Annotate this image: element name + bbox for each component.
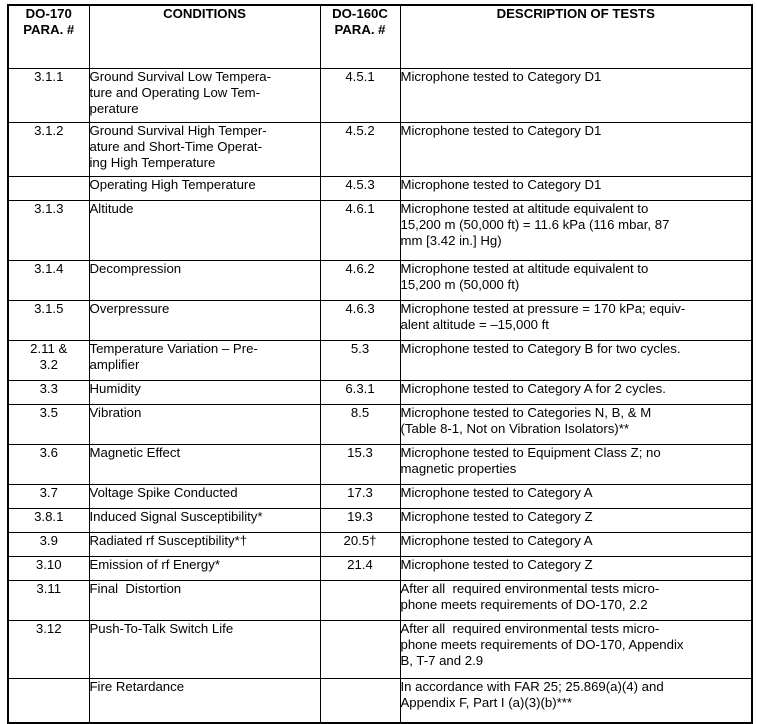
cell-description: [400, 201, 752, 261]
cell-description-line: In accordance with FAR 25; 25.869(a)(4) and: [400, 679, 664, 694]
cell-do160c-para-line: 8.5: [350, 405, 370, 420]
cell-description: [400, 581, 752, 621]
cell-description-line: phone meets requirements of DO-170, Appendix: [400, 637, 684, 653]
cell-do160c-para: [320, 261, 400, 301]
cell-conditions-line: Emission of rf Energy*: [89, 557, 220, 572]
column-header-do160c-para-line2: PARA. #: [334, 22, 386, 38]
table-row: [8, 581, 752, 621]
cell-do170-para-line: 3.9: [39, 533, 58, 548]
cell-do160c-para: [320, 533, 400, 557]
cell-conditions-line: Vibration: [89, 405, 142, 420]
table-row: [8, 485, 752, 509]
cell-do160c-para: [320, 445, 400, 485]
cell-description-line: Microphone tested to Category D1: [400, 123, 602, 138]
table-row: [8, 509, 752, 533]
cell-do170-para-line: 3.2: [39, 357, 58, 373]
cell-description: [400, 509, 752, 533]
cell-description: [400, 621, 752, 679]
cell-conditions-line: perature: [89, 101, 139, 117]
table-header: [8, 5, 752, 69]
cell-conditions-line: Radiated rf Susceptibility*†: [89, 533, 248, 548]
cell-do170-para: [8, 381, 89, 405]
cell-description: [400, 381, 752, 405]
cell-conditions-line: Operating High Temperature: [89, 177, 256, 192]
cell-conditions-line: Push-To-Talk Switch Life: [89, 621, 234, 636]
cell-do170-para: [8, 445, 89, 485]
column-header-description-line1: DESCRIPTION OF TESTS: [496, 6, 655, 21]
cell-do160c-para: [320, 621, 400, 679]
cell-do160c-para-line: 15.3: [347, 445, 373, 460]
cell-description: [400, 533, 752, 557]
cell-description-line: After all required environmental tests micro-: [400, 581, 660, 596]
cell-conditions: [89, 341, 320, 381]
cell-conditions: [89, 581, 320, 621]
cell-do170-para: [8, 509, 89, 533]
table-header-row: [8, 5, 752, 69]
cell-do170-para: [8, 341, 89, 381]
cell-conditions: [89, 557, 320, 581]
cell-conditions: [89, 301, 320, 341]
cell-do160c-para: [320, 341, 400, 381]
table-row: [8, 445, 752, 485]
cell-description-line: alent altitude = –15,000 ft: [400, 317, 549, 333]
cell-do160c-para-line: 4.5.1: [345, 69, 375, 84]
cell-do170-para: [8, 533, 89, 557]
cell-do160c-para: [320, 177, 400, 201]
cell-do170-para-line: 3.12: [35, 621, 62, 636]
table-row: [8, 123, 752, 177]
cell-do170-para-line: 3.8.1: [34, 509, 64, 524]
cell-description-line: mm [3.42 in.] Hg): [400, 233, 502, 249]
cell-description-line: Microphone tested to Categories N, B, & M: [400, 405, 652, 420]
cell-conditions-line: Ground Survival High Temper-: [89, 123, 267, 138]
cell-do170-para: [8, 123, 89, 177]
cell-do170-para: [8, 557, 89, 581]
cell-conditions-line: amplifier: [89, 357, 140, 373]
cell-description: [400, 261, 752, 301]
cell-description-line: B, T-7 and 2.9: [400, 653, 484, 669]
cell-description-line: Microphone tested at altitude equivalent to: [400, 261, 649, 276]
cell-description: [400, 123, 752, 177]
cell-conditions: [89, 445, 320, 485]
cell-conditions-line: Induced Signal Susceptibility*: [89, 509, 263, 524]
cell-description-line: 15,200 m (50,000 ft): [400, 277, 520, 293]
cell-do160c-para-line: 21.4: [347, 557, 373, 572]
cell-conditions: [89, 201, 320, 261]
cell-do160c-para: [320, 381, 400, 405]
compliance-table: [7, 4, 753, 724]
cell-do170-para-line: 3.1.2: [34, 123, 64, 138]
cell-do160c-para: [320, 485, 400, 509]
cell-description-line: (Table 8-1, Not on Vibration Isolators)**: [400, 421, 629, 437]
cell-description-line: Microphone tested to Category D1: [400, 177, 602, 192]
table-row: [8, 381, 752, 405]
column-header-conditions-line1: CONDITIONS: [163, 6, 246, 21]
column-header-do160c-para-line1: DO-160C: [332, 6, 388, 21]
cell-description-line: Microphone tested to Equipment Class Z; no: [400, 445, 661, 460]
cell-do170-para-line: 3.1.3: [34, 201, 64, 216]
cell-conditions-line: Altitude: [89, 201, 134, 216]
cell-conditions-line: Humidity: [89, 381, 141, 396]
cell-conditions-line: Fire Retardance: [89, 679, 185, 694]
cell-do170-para-line: 3.7: [39, 485, 58, 500]
cell-do160c-para-line: 5.3: [350, 341, 370, 356]
cell-conditions: [89, 405, 320, 445]
cell-do170-para-line: 2.11 &: [30, 341, 68, 356]
cell-description: [400, 445, 752, 485]
cell-conditions-line: ature and Short-Time Operat-: [89, 139, 262, 155]
cell-description-line: Microphone tested to Category A: [400, 485, 593, 500]
cell-do160c-para-line: 4.6.3: [345, 301, 375, 316]
table-body: [8, 69, 752, 723]
table-row: [8, 405, 752, 445]
cell-do170-para: [8, 201, 89, 261]
table-row: [8, 341, 752, 381]
cell-conditions: [89, 381, 320, 405]
cell-description-line: phone meets requirements of DO-170, 2.2: [400, 597, 648, 613]
cell-description-line: Microphone tested to Category A: [400, 533, 593, 548]
cell-description: [400, 557, 752, 581]
cell-do170-para-line: 3.3: [39, 381, 58, 396]
cell-description-line: After all required environmental tests micro-: [400, 621, 660, 636]
cell-description-line: Microphone tested at pressure = 170 kPa; equiv-: [400, 301, 686, 316]
cell-description: [400, 405, 752, 445]
cell-do160c-para-line: 19.3: [347, 509, 373, 524]
table-row: [8, 201, 752, 261]
cell-do170-para-line: 3.5: [39, 405, 58, 420]
column-header-do160c-para: [320, 5, 400, 69]
cell-description-line: Microphone tested to Category Z: [400, 509, 593, 524]
cell-conditions-line: Decompression: [89, 261, 182, 276]
cell-do160c-para-line: 4.5.3: [345, 177, 375, 192]
cell-description-line: Microphone tested to Category Z: [400, 557, 593, 572]
cell-do170-para-line: 3.1.5: [34, 301, 64, 316]
cell-description-line: Microphone tested to Category A for 2 cycles.: [400, 381, 666, 396]
cell-do170-para: [8, 621, 89, 679]
cell-conditions-line: Temperature Variation – Pre-: [89, 341, 258, 356]
cell-description-line: 15,200 m (50,000 ft) = 11.6 kPa (116 mbar, 87: [400, 217, 670, 233]
cell-do160c-para: [320, 405, 400, 445]
cell-do160c-para: [320, 509, 400, 533]
cell-do170-para: [8, 177, 89, 201]
cell-description-line: Microphone tested to Category B for two cycles.: [400, 341, 681, 356]
cell-do160c-para: [320, 301, 400, 341]
cell-conditions-line: ing High Temperature: [89, 155, 216, 171]
cell-conditions: [89, 261, 320, 301]
cell-description-line: Appendix F, Part I (a)(3)(b)***: [400, 695, 573, 711]
table-row: [8, 533, 752, 557]
cell-conditions-line: Ground Survival Low Tempera-: [89, 69, 272, 84]
cell-do160c-para-line: 6.3.1: [345, 381, 375, 396]
cell-do160c-para: [320, 581, 400, 621]
cell-do160c-para-line: 4.6.2: [345, 261, 375, 276]
cell-conditions: [89, 69, 320, 123]
table-row: [8, 301, 752, 341]
table-row: [8, 177, 752, 201]
cell-conditions-line: ture and Operating Low Tem-: [89, 85, 261, 101]
cell-do170-para-line: 3.1.4: [34, 261, 64, 276]
cell-do170-para: [8, 69, 89, 123]
cell-conditions: [89, 533, 320, 557]
cell-do160c-para: [320, 69, 400, 123]
cell-do170-para-line: 3.10: [35, 557, 62, 572]
cell-do160c-para: [320, 201, 400, 261]
cell-do170-para: [8, 261, 89, 301]
column-header-conditions: [89, 5, 320, 69]
cell-do170-para-line: 3.6: [39, 445, 58, 460]
cell-conditions: [89, 177, 320, 201]
cell-description: [400, 485, 752, 509]
cell-do170-para: [8, 301, 89, 341]
table-row: [8, 621, 752, 679]
cell-do160c-para-line: 20.5†: [343, 533, 377, 548]
cell-conditions-line: Magnetic Effect: [89, 445, 181, 460]
cell-do170-para: [8, 405, 89, 445]
cell-description: [400, 69, 752, 123]
cell-do160c-para: [320, 557, 400, 581]
cell-do160c-para-line: 4.6.1: [345, 201, 375, 216]
cell-do170-para-line: 3.11: [36, 581, 62, 596]
cell-do170-para-line: 3.1.1: [34, 69, 64, 84]
cell-description-line: Microphone tested at altitude equivalent to: [400, 201, 649, 216]
cell-description: [400, 341, 752, 381]
column-header-do170-para-line2: PARA. #: [23, 22, 75, 38]
cell-conditions-line: Voltage Spike Conducted: [89, 485, 238, 500]
cell-do170-para: [8, 581, 89, 621]
table-row: [8, 69, 752, 123]
cell-do160c-para: [320, 123, 400, 177]
column-header-do170-para-line1: DO-170: [25, 6, 72, 21]
cell-description: [400, 301, 752, 341]
cell-conditions: [89, 509, 320, 533]
column-header-do170-para: [8, 5, 89, 69]
cell-description: [400, 177, 752, 201]
table-row: [8, 261, 752, 301]
cell-conditions: [89, 485, 320, 509]
cell-conditions-line: Overpressure: [89, 301, 170, 316]
cell-do160c-para-line: 17.3: [347, 485, 373, 500]
cell-conditions: [89, 123, 320, 177]
cell-do170-para: [8, 485, 89, 509]
cell-do160c-para-line: 4.5.2: [345, 123, 375, 138]
cell-conditions: [89, 621, 320, 679]
cell-conditions-line: Final Distortion: [89, 581, 182, 596]
cell-description-line: magnetic properties: [400, 461, 517, 477]
column-header-description: [400, 5, 752, 69]
cell-description-line: Microphone tested to Category D1: [400, 69, 602, 84]
table-row: [8, 557, 752, 581]
